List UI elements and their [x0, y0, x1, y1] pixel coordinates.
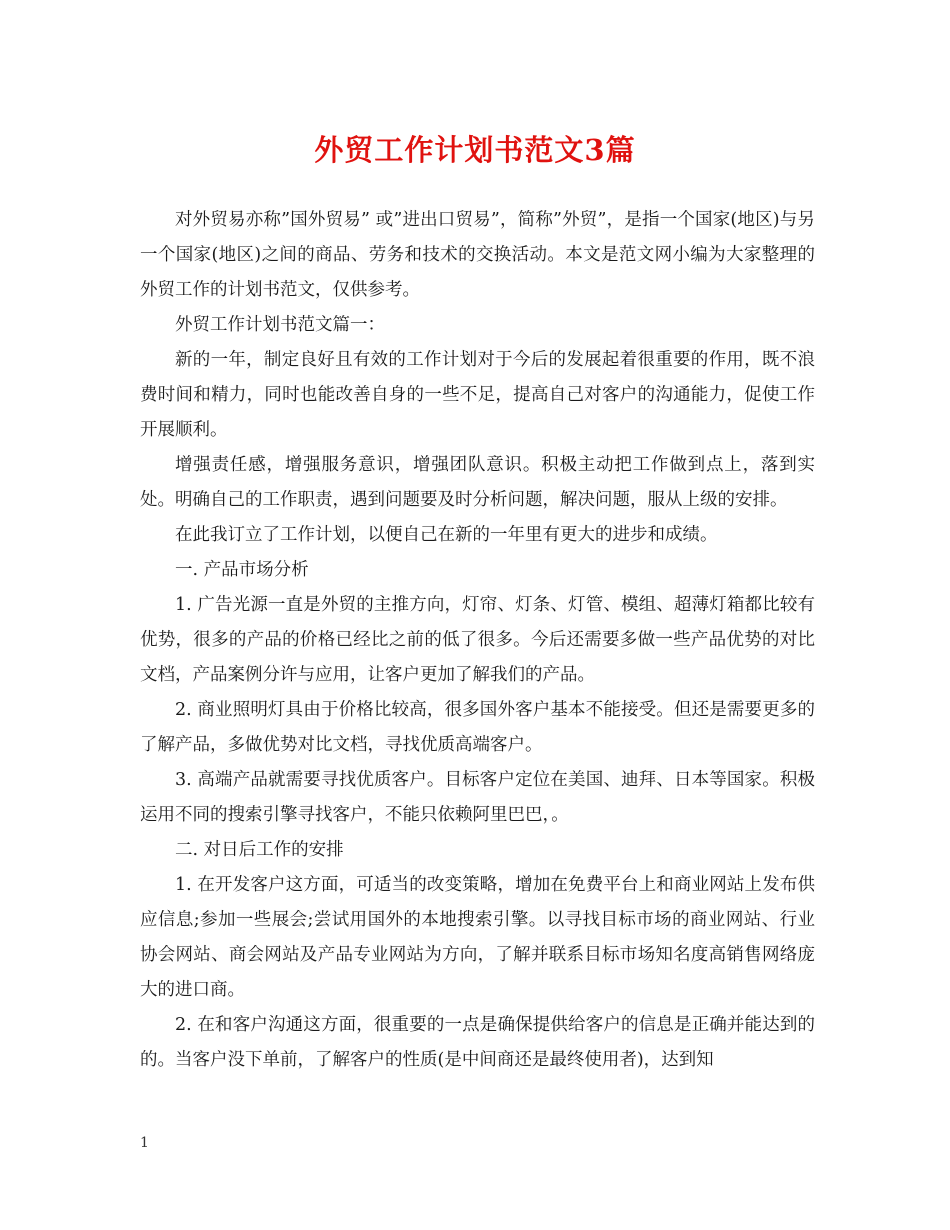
- document-body: [140, 203, 815, 1078]
- list-item: 3. 高端产品就需要寻找优质客户。目标客户定位在美国、迪拜、日本等国家。积极运用不同的搜索引擎寻找客户，不能只依赖阿里巴巴，。: [140, 770, 815, 825]
- list-item: 1. 广告光源一直是外贸的主推方向，灯帘、灯条、灯管、模组、超薄灯箱都比较有优势，很多的产品的价格已经比之前的低了很多。今后还需要多做一些产品优势的对比文档，产品案例分许与应用，让客户更加了解我们的产品。: [140, 595, 815, 685]
- document-title: 外贸工作计划书范文3篇: [314, 133, 636, 167]
- paragraph: 新的一年，制定良好且有效的工作计划对于今后的发展起着很重要的作用，既不浪费时间和精力，同时也能改善自身的一些不足，提高自己对客户的沟通能力，促使工作开展顺利。: [140, 350, 815, 440]
- paragraph: 对外贸易亦称”国外贸易” 或”进出口贸易”，简称”外贸”，是指一个国家(地区)与另一个国家(地区)之间的商品、劳务和技术的交换活动。本文是范文网小编为大家整理的外贸工作的计划书范文，仅供参考。: [140, 210, 815, 300]
- page-number: 1: [140, 1135, 149, 1151]
- paragraph: 增强责任感，增强服务意识，增强团队意识。积极主动把工作做到点上，落到实处。明确自己的工作职责，遇到问题要及时分析问题，解决问题，服从上级的安排。: [140, 455, 815, 510]
- list-item: 2. 商业照明灯具由于价格比较高，很多国外客户基本不能接受。但还是需要更多的了解产品，多做优势对比文档，寻找优质高端客户。: [140, 700, 815, 755]
- list-item: 2. 在和客户沟通这方面，很重要的一点是确保提供给客户的信息是正确并能达到的的。当客户没下单前，了解客户的性质(是中间商还是最终使用者)，达到知: [140, 1015, 815, 1070]
- section-heading: 二. 对日后工作的安排: [175, 840, 344, 860]
- paragraph: 在此我订立了工作计划，以便自己在新的一年里有更大的进步和成绩。: [175, 525, 718, 545]
- section-heading: 一. 产品市场分析: [175, 560, 309, 580]
- section-heading: 外贸工作计划书范文篇一：: [175, 315, 385, 335]
- list-item: 1. 在开发客户这方面，可适当的改变策略，增加在免费平台上和商业网站上发布供应信息;参加一些展会;尝试用国外的本地搜索引擎。以寻找目标市场的商业网站、行业协会网站、商会网站及产品专业网站为方向，了解并联系目标市场知名度高销售网络庞大的进口商。: [140, 875, 815, 1000]
